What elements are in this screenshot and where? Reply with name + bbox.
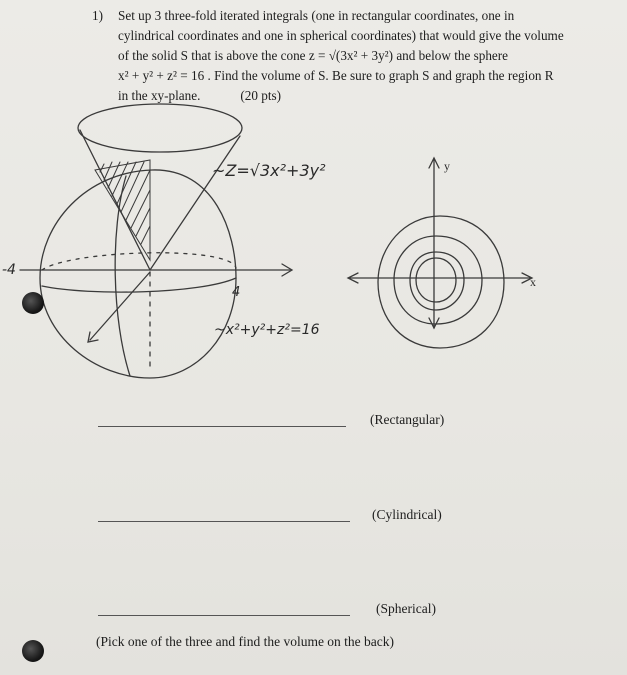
problem-1 bbox=[92, 6, 602, 106]
answer-line-spherical[interactable] bbox=[98, 615, 350, 616]
cone-right-side bbox=[150, 136, 240, 270]
problem-line: x² + y² + z² = 16 . Find the volume of S. Be sure to graph S and graph the region R bbox=[118, 68, 554, 83]
answer-label-spherical: (Spherical) bbox=[376, 601, 436, 616]
region-y-label: y bbox=[444, 159, 450, 173]
region-middle-circle bbox=[394, 236, 482, 324]
answer-label-cylindrical: (Cylindrical) bbox=[372, 507, 442, 522]
problem-number: 1) bbox=[92, 8, 103, 23]
right-tick-label: 4 bbox=[232, 285, 241, 300]
equator-dashed bbox=[42, 253, 236, 270]
problem-line: Set up 3 three-fold iterated integrals (one in rectangular coordinates, one in bbox=[118, 8, 515, 23]
answer-row-cylindrical bbox=[0, 507, 627, 529]
handwritten-sketch bbox=[0, 100, 627, 500]
region-core-circle bbox=[416, 258, 456, 302]
problem-text bbox=[118, 6, 602, 106]
answer-row-spherical bbox=[0, 601, 627, 623]
instruction-note: (Pick one of the three and find the volume on the back) bbox=[96, 634, 395, 649]
problem-line-text: in the xy-plane. bbox=[118, 88, 201, 103]
punch-hole-top bbox=[22, 292, 44, 314]
problem-line: of the solid S that is above the cone z = √(3x² + 3y²) and below the sphere bbox=[118, 48, 509, 63]
problem-line: cylindrical coordinates and one in spherical coordinates) that would give the volume bbox=[118, 28, 564, 43]
region-x-label: x bbox=[530, 275, 536, 289]
points-label: (20 pts) bbox=[240, 88, 282, 103]
answer-line-cylindrical[interactable] bbox=[98, 521, 350, 522]
cone-equation-label: ~Z=√3x²+3y² bbox=[212, 161, 326, 180]
cone-top-ellipse bbox=[78, 104, 242, 152]
sphere-equation-label: ~x²+y²+z²=16 bbox=[214, 322, 320, 338]
punch-hole-bottom bbox=[22, 640, 44, 662]
answer-row-rectangular bbox=[0, 412, 627, 434]
sphere-outline bbox=[40, 170, 236, 378]
answer-label-rectangular: (Rectangular) bbox=[370, 412, 445, 427]
left-tick-label: -4 bbox=[2, 262, 16, 278]
answer-line-rectangular[interactable] bbox=[98, 426, 346, 427]
